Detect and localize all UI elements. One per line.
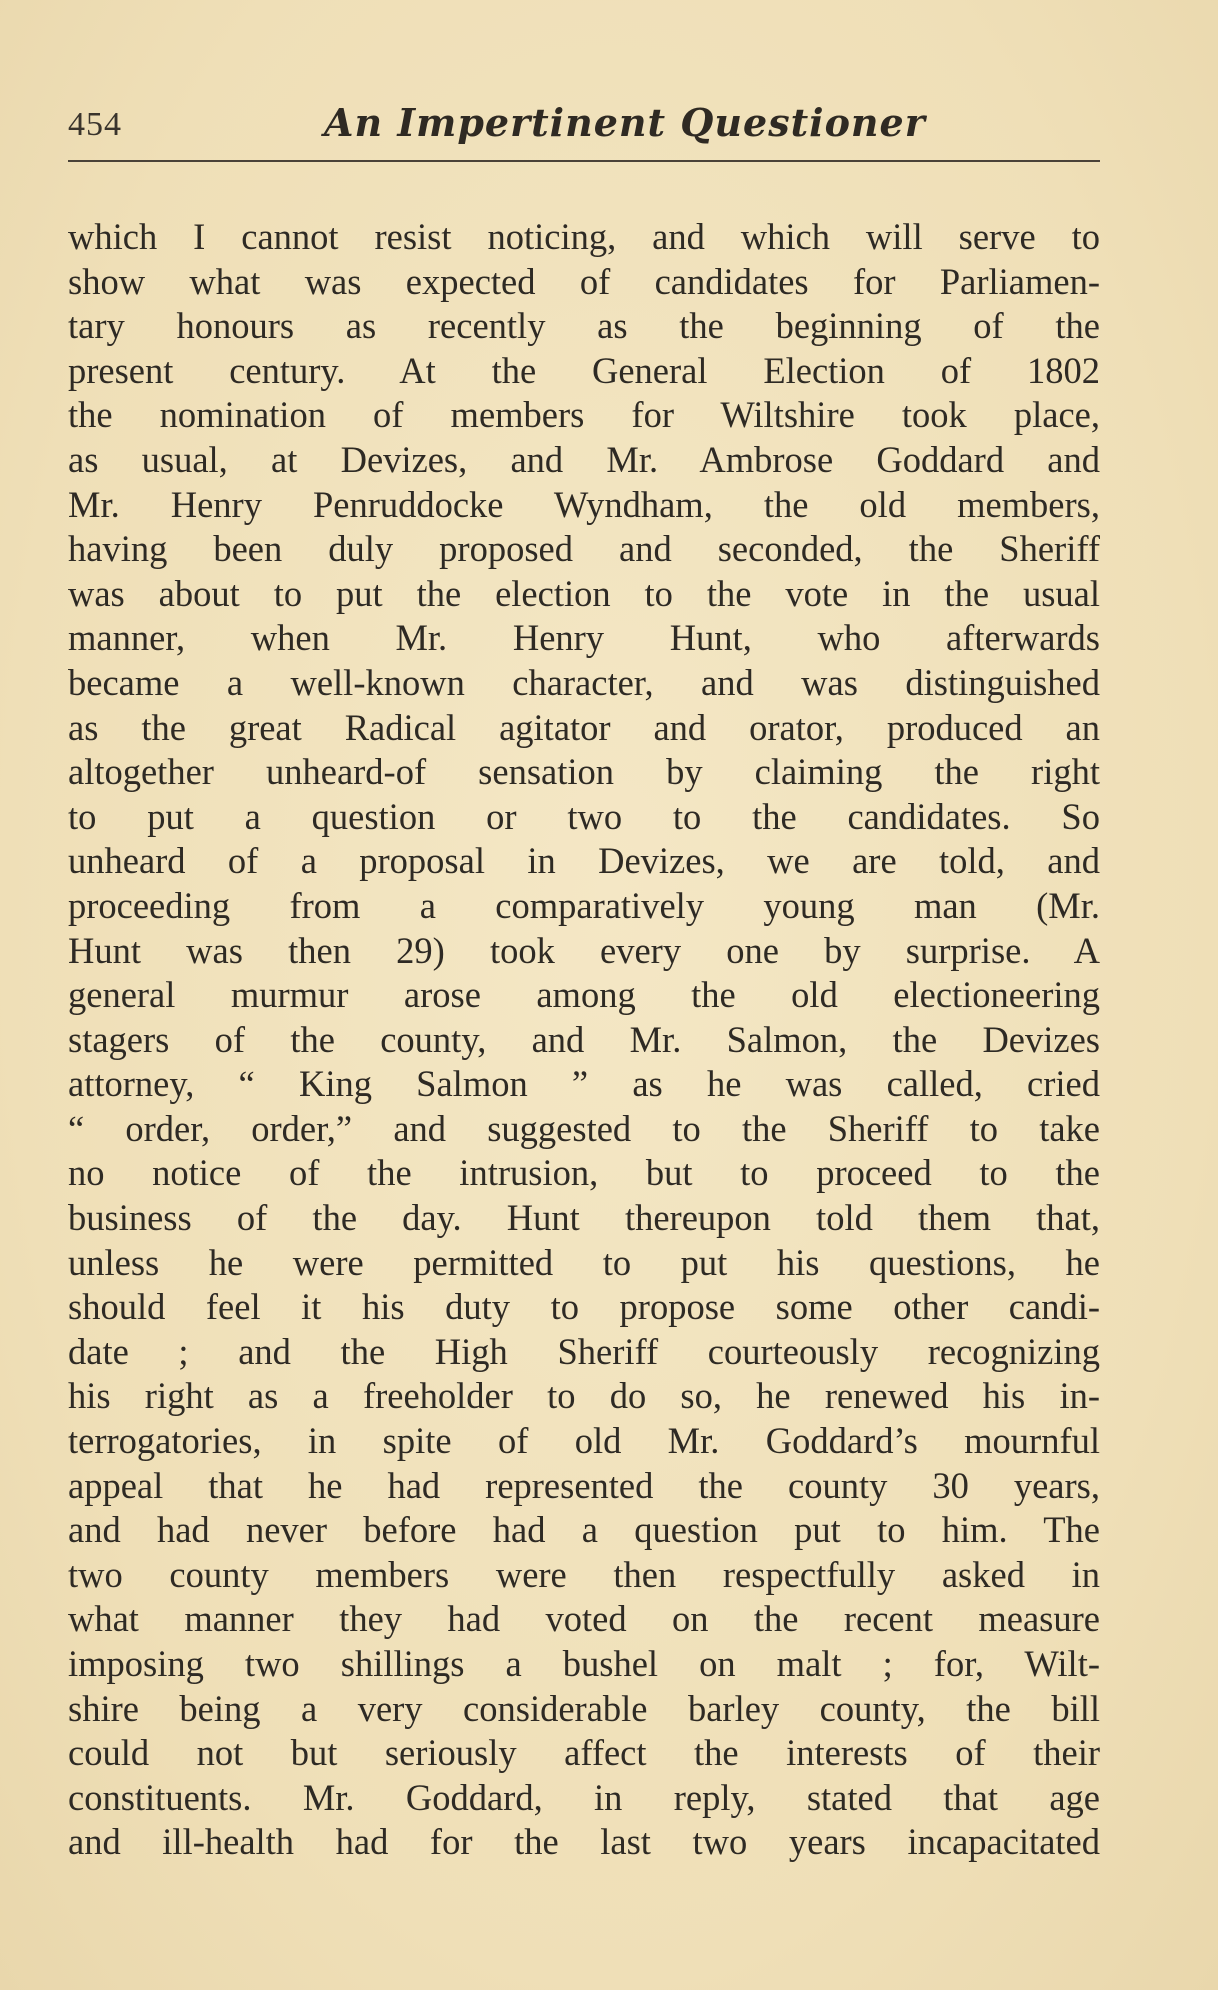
text-line: could not but seriously affect the interests of their <box>68 1732 1100 1774</box>
text-line: should feel it his duty to propose some other candi- <box>68 1286 1100 1328</box>
text-line: tary honours as recently as the beginning of the <box>68 305 1100 347</box>
text-line: imposing two shillings a bushel on malt ; for, Wilt- <box>68 1643 1100 1684</box>
text-line: two county members were then respectfully asked in <box>68 1553 1100 1595</box>
text-line: show what was expected of candidates for Parliamen- <box>68 260 1100 302</box>
text-line: Hunt was then 29) took every one by surprise. A <box>68 929 1100 971</box>
text-line: shire being a very considerable barley county, the bill <box>68 1687 1100 1729</box>
text-line: no notice of the intrusion, but to proceed to the <box>68 1152 1100 1194</box>
text-line: constituents. Mr. Goddard, in reply, stated that age <box>68 1776 1100 1818</box>
text-line: unless he were permitted to put his questions, he <box>68 1241 1100 1283</box>
text-line: what manner they had voted on the recent measure <box>68 1598 1100 1640</box>
text-line: “ order, order,” and suggested to the Sheriff to take <box>68 1107 1100 1149</box>
text-line: as the great Radical agitator and orator, produced an <box>68 706 1100 748</box>
running-title: An Impertinent Questioner <box>324 100 926 145</box>
text-line: to put a question or two to the candidates. So <box>68 795 1100 837</box>
text-line: attorney, “ King Salmon ” as he was called, cried <box>68 1063 1100 1105</box>
text-line: Mr. Henry Penruddocke Wyndham, the old members, <box>68 483 1100 525</box>
text-line: unheard of a proposal in Devizes, we are told, and <box>68 840 1100 882</box>
text-line: was about to put the election to the vote in the usual <box>68 572 1100 614</box>
text-line: as usual, at Devizes, and Mr. Ambrose Goddard and <box>68 438 1100 480</box>
text-line: present century. At the General Election of 1802 <box>68 349 1100 391</box>
text-line: manner, when Mr. Henry Hunt, who afterwards <box>68 617 1100 659</box>
body-text <box>68 215 1100 1865</box>
text-line: date ; and the High Sheriff courteously recognizing <box>68 1330 1100 1372</box>
page-number: 454 <box>68 106 122 143</box>
text-line: having been duly proposed and seconded, the Sheriff <box>68 528 1100 570</box>
text-line: stagers of the county, and Mr. Salmon, the Devizes <box>68 1018 1100 1060</box>
text-line: his right as a freeholder to do so, he renewed his in- <box>68 1375 1100 1417</box>
text-line: the nomination of members for Wiltshire took place, <box>68 394 1100 436</box>
text-line: and had never before had a question put to him. The <box>68 1509 1100 1551</box>
header-rule <box>68 160 1100 162</box>
text-line: terrogatories, in spite of old Mr. Goddard’s mournful <box>68 1420 1100 1462</box>
text-line: which I cannot resist noticing, and which will serve to <box>68 216 1100 257</box>
page-header <box>68 100 1100 150</box>
text-line: became a well-known character, and was distinguished <box>68 661 1100 703</box>
text-line: and ill-health had for the last two years incapacitated <box>68 1821 1100 1863</box>
text-line: general murmur arose among the old electioneering <box>68 974 1100 1016</box>
text-line: business of the day. Hunt thereupon told them that, <box>68 1197 1100 1239</box>
text-line: altogether unheard-of sensation by claiming the right <box>68 751 1100 793</box>
text-line: proceeding from a comparatively young man (Mr. <box>68 884 1100 926</box>
text-line: appeal that he had represented the county 30 years, <box>68 1464 1100 1506</box>
